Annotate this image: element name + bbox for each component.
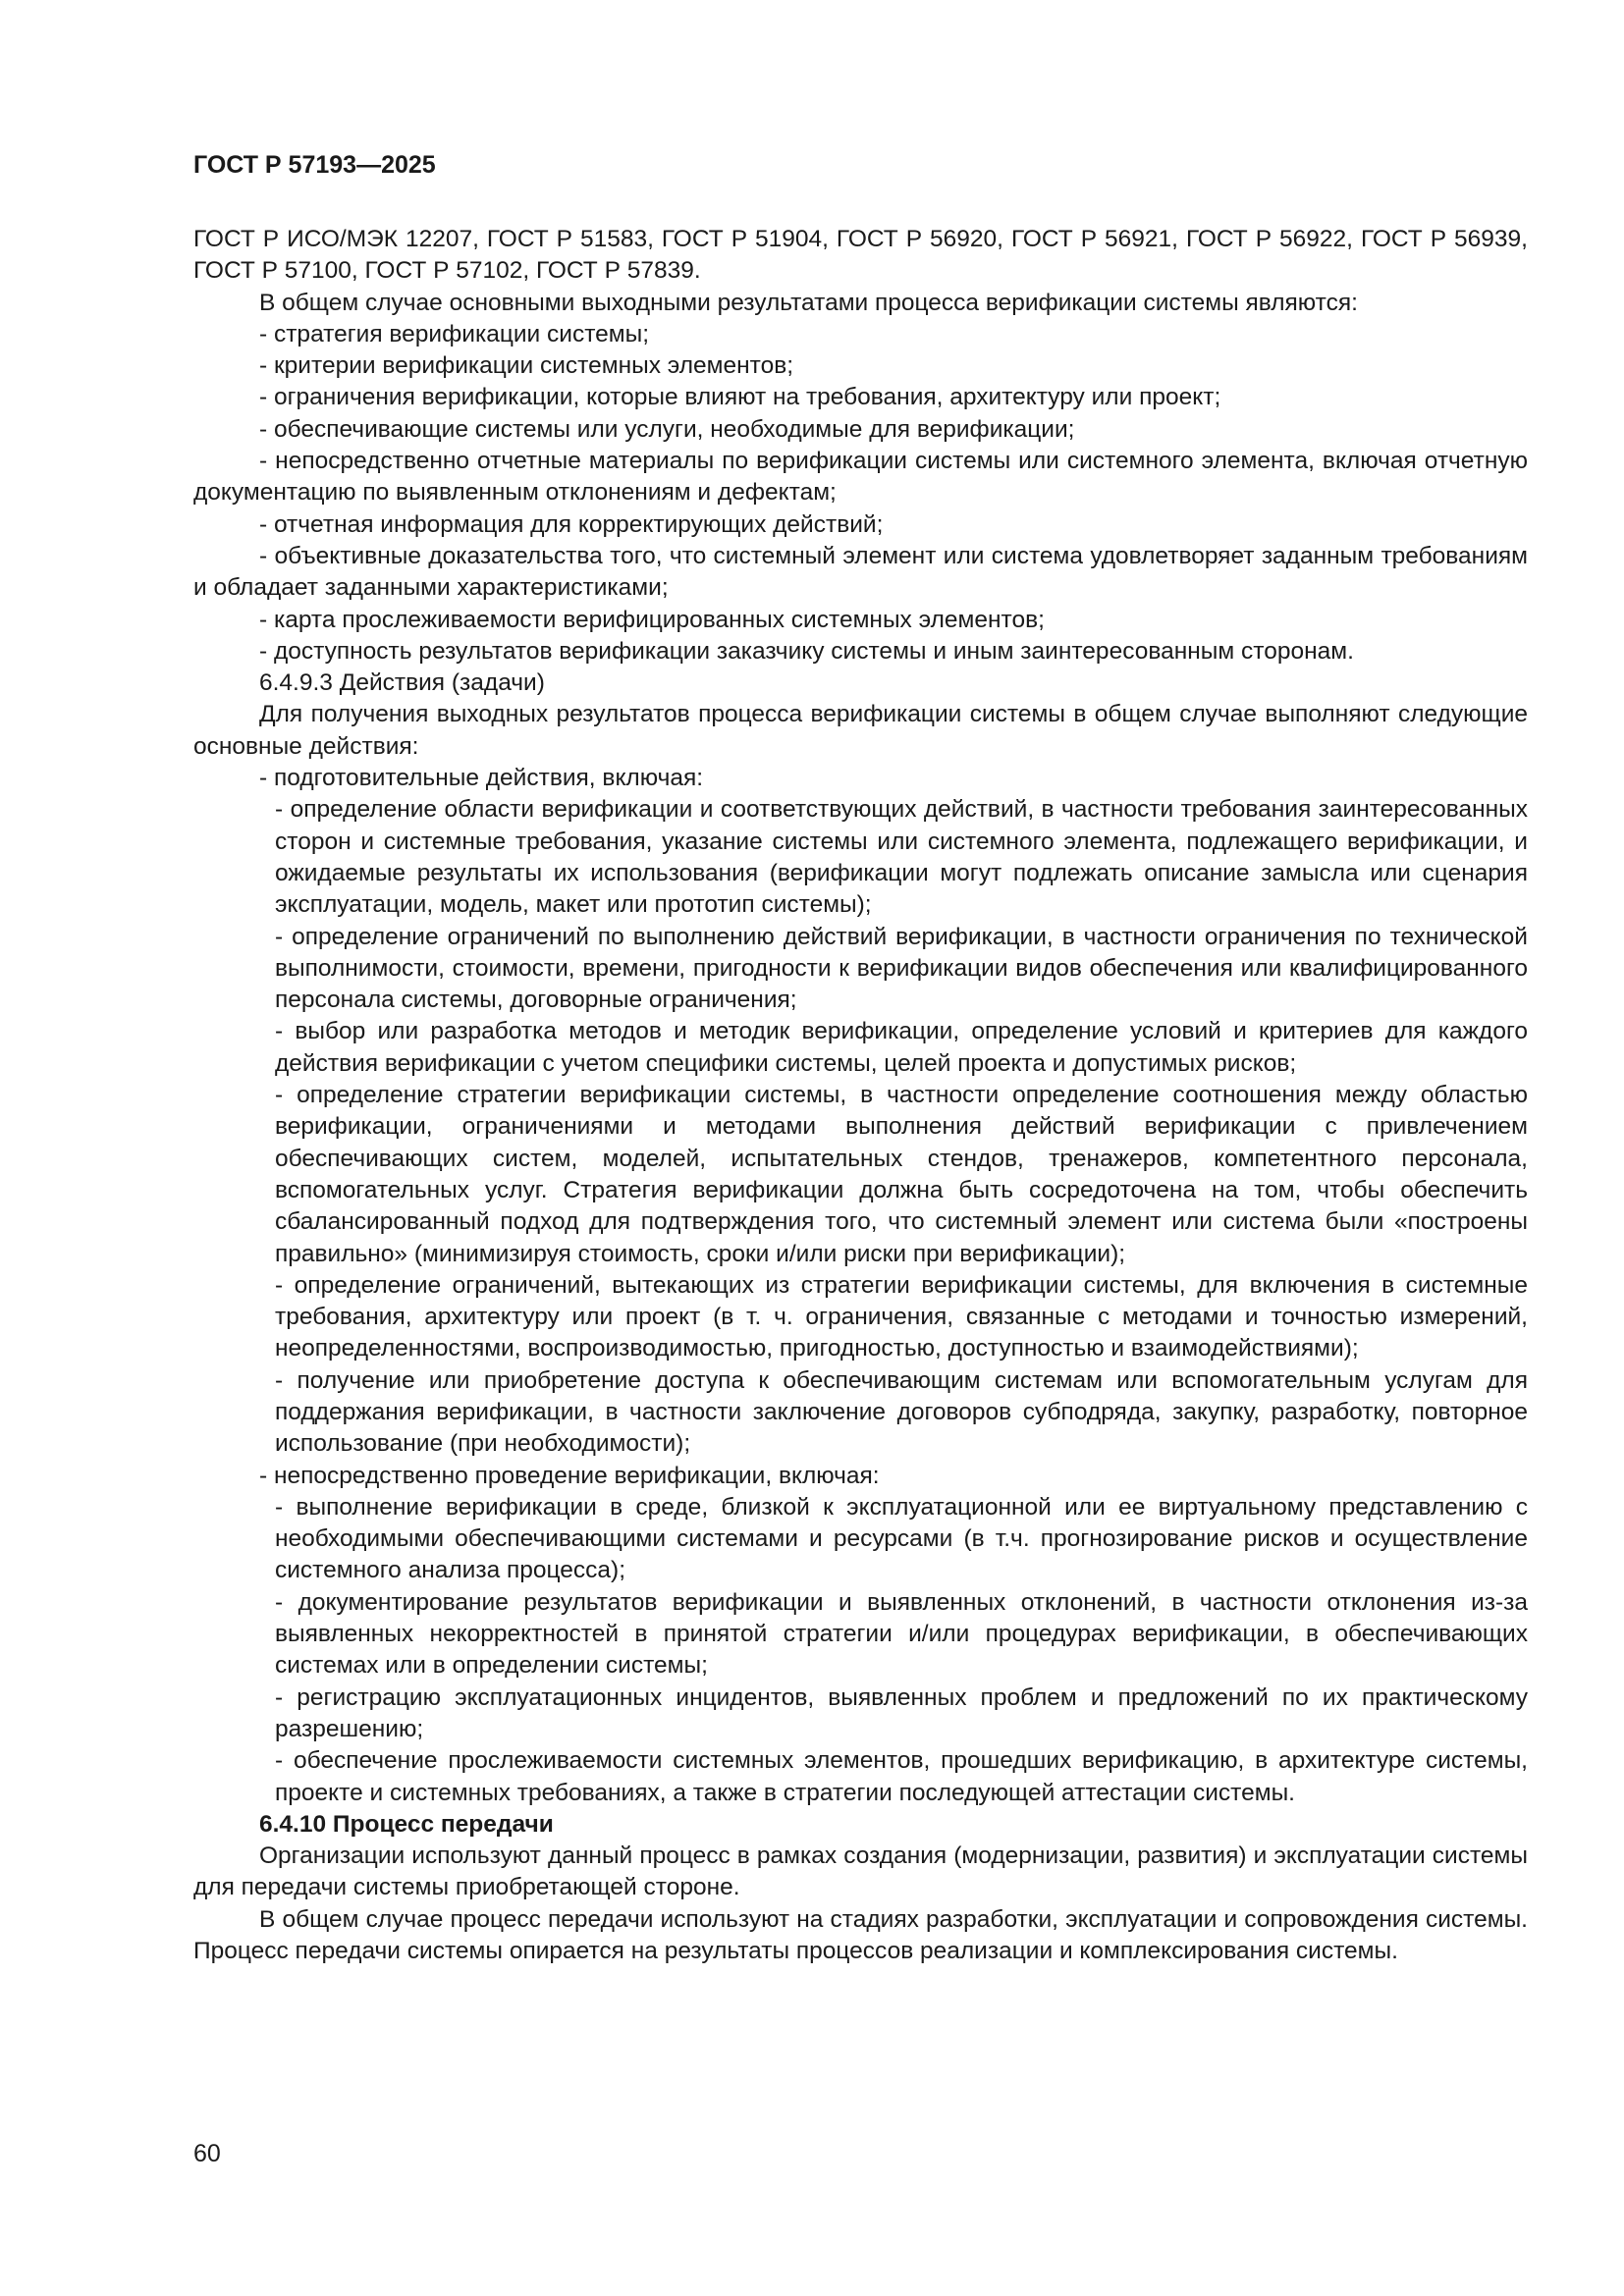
sub-list-item: - выполнение верификации в среде, близкой к эксплуатационной или ее виртуальному представлению с необходимыми обеспечивающими системами и ресурсами (в т.ч. прогнозирование рисков и осуществление системного анализа процесса); — [275, 1493, 1528, 1584]
page-number: 60 — [193, 2140, 221, 2167]
list-item: - критерии верификации системных элементов; — [259, 352, 794, 380]
sub-list-item: - определение ограничений по выполнению действий верификации, в частности ограничения по технической выполнимости, стоимости, времени, пригодности к верификации видов обеспечения или квалифицированного персонала системы, договорные ограничения; — [275, 923, 1528, 1014]
sub-list-item: - документирование результатов верификации и выявленных отклонений, в частности отклонения из-за выявленных некорректностей в принятой стратегии и/или процедурах верификации, в обеспечивающих системах или в определении системы; — [275, 1588, 1528, 1680]
sub-list-item: - определение области верификации и соответствующих действий, в частности требования заинтересованных сторон и системные требования, указание системы или системного элемента, подлежащего верификации, и ожидаемые результаты их использования (верификации могут подлежать описание замысла или сценария эксплуатации, модель, макет или прототип системы); — [275, 796, 1528, 919]
sub-list-item: - определение стратегии верификации системы, в частности определение соотношения между областью верификации, ограничениями и методами выполнения действий верификации с привлечением обеспечивающих систем, моделей, испытательных стендов, тренажеров, компетентного персонала, вспомогательных услуг. Стратегия верификации должна быть сосредоточена на том, чтобы обеспечить сбалансированный подход для подтверждения того, что системный элемент или система были «построены правильно» (минимизируя стоимость, сроки и/или риски при верификации); — [275, 1082, 1528, 1267]
sub-list-item: - определение ограничений, вытекающих из стратегии верификации системы, для включения в системные требования, архитектуру или проект (в т. ч. ограничения, связанные с методами и точностью измерений, неопределенностями, воспроизводимостью, пригодностью, доступностью и взаимодействиями); — [275, 1271, 1528, 1362]
list-item: - доступность результатов верификации заказчику системы и иным заинтересованным сторонам. — [259, 637, 1354, 665]
list-item: - стратегия верификации системы; — [259, 320, 650, 347]
sub-list-item: - выбор или разработка методов и методик верификации, определение условий и критериев для каждого действия верификации с учетом специфики системы, целей проекта и допустимых рисков; — [275, 1018, 1528, 1077]
list-item: - отчетная информация для корректирующих действий; — [259, 510, 884, 538]
list-item: - обеспечивающие системы или услуги, необходимые для верификации; — [259, 415, 1075, 443]
list-item: - непосредственно отчетные материалы по верификации системы или системного элемента, включая отчетную документацию по выявленным отклонениям и дефектам; — [193, 448, 1528, 507]
sub-list-item: - регистрацию эксплуатационных инцидентов, выявленных проблем и предложений по их практическому разрешению; — [275, 1683, 1528, 1742]
paragraph: В общем случае основными выходными результатами процесса верификации системы являются: — [259, 289, 1358, 316]
paragraph: В общем случае процесс передачи используют на стадиях разработки, эксплуатации и сопровождения системы. Процесс передачи системы опирается на результаты процессов реализации и комплексирования системы. — [193, 1905, 1528, 1965]
list-item: - подготовительные действия, включая: — [259, 765, 704, 792]
section-heading: 6.4.10 Процесс передачи — [259, 1810, 554, 1838]
paragraph: Организации используют данный процесс в рамках создания (модернизации, развития) и эксплуатации системы для передачи системы приобретающей стороне. — [193, 1842, 1528, 1901]
paragraph: Для получения выходных результатов процесса верификации системы в общем случае выполняют следующие основные действия: — [193, 701, 1528, 760]
list-item: - ограничения верификации, которые влияют на требования, архитектуру или проект; — [259, 384, 1221, 411]
list-item: - объективные доказательства того, что системный элемент или система удовлетворяет заданным требованиям и обладает заданными характеристиками; — [193, 542, 1528, 602]
paragraph: ГОСТ Р ИСО/МЭК 12207, ГОСТ Р 51583, ГОСТ Р 51904, ГОСТ Р 56920, ГОСТ Р 56921, ГОСТ Р 56922, ГОСТ Р 56939, ГОСТ Р 57100, ГОСТ Р 57102, ГОСТ Р 57839. — [193, 226, 1528, 285]
list-item: - непосредственно проведение верификации, включая: — [259, 1462, 880, 1489]
subsection-heading: 6.4.9.3 Действия (задачи) — [259, 669, 545, 697]
sub-list-item: - получение или приобретение доступа к обеспечивающим системам или вспомогательным услугам для поддержания верификации, в частности заключение договоров субподряда, закупку, разработку, повторное использование (при необходимости); — [275, 1366, 1528, 1458]
sub-list-item: - обеспечение прослеживаемости системных элементов, прошедших верификацию, в архитектуре системы, проекте и системных требованиях, а также в стратегии последующей аттестации системы. — [275, 1747, 1528, 1806]
list-item: - карта прослеживаемости верифицированных системных элементов; — [259, 606, 1045, 633]
document-body — [193, 224, 1528, 1967]
page-header-standard-id: ГОСТ Р 57193—2025 — [193, 151, 436, 179]
